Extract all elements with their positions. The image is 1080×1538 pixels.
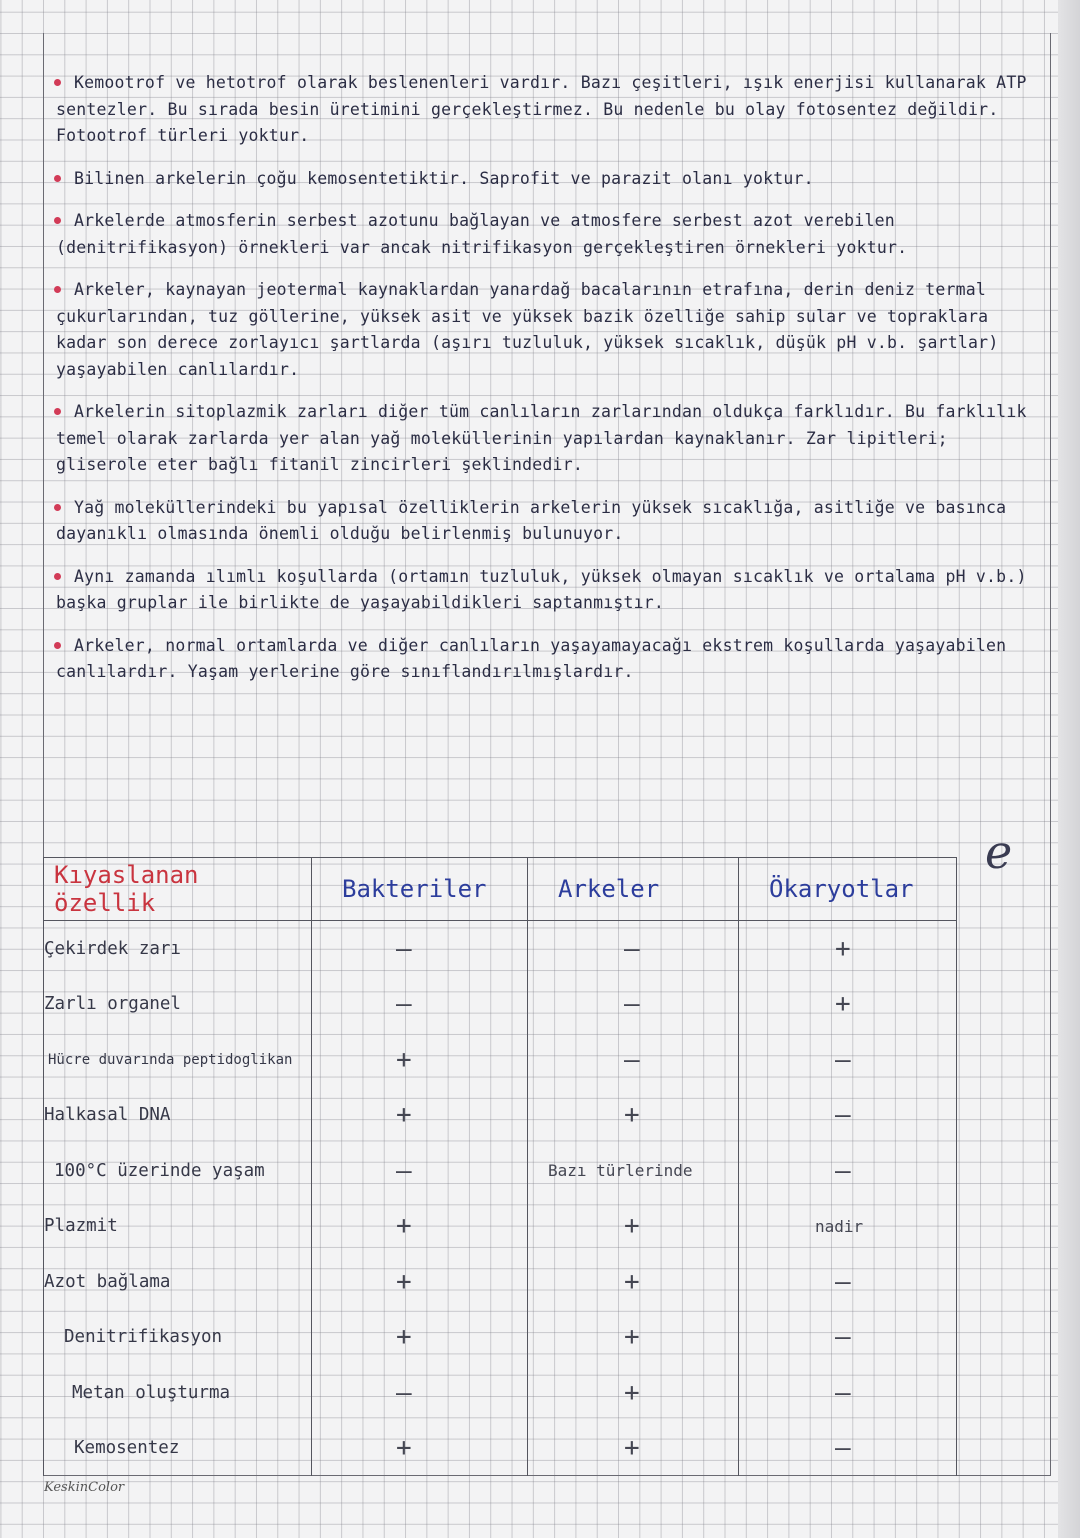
bacteria-cell: —: [312, 1143, 528, 1198]
property-cell: 100°C üzerinde yaşam: [44, 1143, 312, 1198]
property-cell: Zarlı organel: [44, 977, 312, 1032]
note-bullet-2: Bilinen arkelerin çoğu kemosentetiktir. Saprofit ve parazit olanı yoktur.: [48, 166, 1048, 193]
table-row: [44, 1420, 957, 1476]
archaea-cell: +: [528, 1309, 739, 1364]
property-cell: Çekirdek zarı: [44, 921, 312, 977]
archaea-cell: +: [528, 1254, 739, 1309]
archaea-cell: —: [528, 921, 739, 977]
page-edge: [1058, 0, 1080, 1538]
note-bullet-5: Arkelerin sitoplazmik zarları diğer tüm canlıların zarlarından oldukça farklıdır. Bu farklılık temel olarak zarlarda yer alan yağ moleküllerinin yapılardan kaynaklanır. Zar lipitleri; gliserole eter bağlı fitanil zincirleri şeklindedir.: [48, 399, 1048, 479]
eukaryote-cell: +: [739, 921, 957, 977]
note-bullet-6: Yağ moleküllerindeki bu yapısal özelliklerin arkelerin yüksek sıcaklığa, asitliğe ve basınca dayanıklı olmasında önemli olduğu belirlenmiş bulunuyor.: [48, 495, 1048, 548]
eukaryote-cell: —: [739, 1420, 957, 1476]
comparison-table: [43, 857, 957, 1476]
note-bullet-1: Kemootrof ve hetotrof olarak beslenenleri vardır. Bazı çeşitleri, ışık enerjisi kullanarak ATP sentezler. Bu sırada besin üretimini gerçekleştirmez. Bu nedenle bu olay fotosentez değildir. Fotootrof türleri yoktur.: [48, 70, 1048, 150]
property-cell: Hücre duvarında peptidoglikan: [44, 1032, 312, 1087]
bacteria-cell: +: [312, 1254, 528, 1309]
property-cell: Metan oluşturma: [44, 1365, 312, 1420]
property-cell: Denitrifikasyon: [44, 1309, 312, 1364]
bacteria-cell: —: [312, 1365, 528, 1420]
bacteria-cell: +: [312, 1198, 528, 1253]
bacteria-cell: +: [312, 1420, 528, 1476]
eukaryote-cell: —: [739, 1032, 957, 1087]
archaea-cell: +: [528, 1087, 739, 1142]
bacteria-cell: +: [312, 1087, 528, 1142]
archaea-cell: Bazı türlerinde: [528, 1143, 739, 1198]
notes-section: [48, 70, 1048, 702]
header-eukaryotes: Ökaryotlar: [739, 858, 957, 921]
eukaryote-cell: —: [739, 1365, 957, 1420]
note-bullet-3: Arkelerde atmosferin serbest azotunu bağlayan ve atmosfere serbest azot verebilen (denitrifikasyon) örnekleri var ancak nitrifikasyon gerçekleştiren örnekleri yoktur.: [48, 208, 1048, 261]
note-bullet-8: Arkeler, normal ortamlarda ve diğer canlıların yaşayamayacağı ekstrem koşullarda yaşayabilen canlılardır. Yaşam yerlerine göre sınıflandırılmışlardır.: [48, 633, 1048, 686]
header-bacteria: Bakteriler: [312, 858, 528, 921]
property-cell: Azot bağlama: [44, 1254, 312, 1309]
table-row: [44, 921, 957, 977]
table-row: [44, 1198, 957, 1253]
bacteria-cell: —: [312, 977, 528, 1032]
archaea-cell: +: [528, 1198, 739, 1253]
table-row: [44, 977, 957, 1032]
eukaryote-cell: —: [739, 1254, 957, 1309]
table-row: [44, 1365, 957, 1420]
archaea-cell: +: [528, 1420, 739, 1476]
table-row: [44, 1087, 957, 1142]
note-bullet-7: Aynı zamanda ılımlı koşullarda (ortamın tuzluluk, yüksek olmayan sıcaklık ve ortalama pH v.b.) başka gruplar ile birlikte de yaşayabildikleri saptanmıştır.: [48, 564, 1048, 617]
table-row: [44, 1254, 957, 1309]
eukaryote-cell: +: [739, 977, 957, 1032]
archaea-cell: —: [528, 1032, 739, 1087]
bacteria-cell: +: [312, 1309, 528, 1364]
table-row: [44, 1143, 957, 1198]
notebook-brand-logo: KeskinColor: [44, 1480, 125, 1495]
property-cell: Plazmit: [44, 1198, 312, 1253]
property-cell: Kemosentez: [44, 1420, 312, 1476]
eukaryote-cell: nadir: [739, 1198, 957, 1253]
table-header-row: [44, 858, 957, 921]
handwritten-signature: e: [985, 825, 1013, 879]
eukaryote-cell: —: [739, 1309, 957, 1364]
property-cell: Halkasal DNA: [44, 1087, 312, 1142]
table-row: [44, 1032, 957, 1087]
eukaryote-cell: —: [739, 1143, 957, 1198]
archaea-cell: —: [528, 977, 739, 1032]
archaea-cell: +: [528, 1365, 739, 1420]
bacteria-cell: +: [312, 1032, 528, 1087]
eukaryote-cell: —: [739, 1087, 957, 1142]
table-row: [44, 1309, 957, 1364]
bacteria-cell: —: [312, 921, 528, 977]
note-bullet-4: Arkeler, kaynayan jeotermal kaynaklardan yanardağ bacalarının etrafına, derin deniz termal çukurlarından, tuz göllerine, yüksek asit ve yüksek bazik özelliğe sahip sular ve topraklara kadar son derece zorlayıcı şartlarda (aşırı tuzluluk, yüksek sıcaklık, düşük pH v.b. şartlar) yaşayabilen canlılardır.: [48, 277, 1048, 383]
header-archaea: Arkeler: [528, 858, 739, 921]
header-property: Kıyaslanan özellik: [44, 858, 312, 921]
